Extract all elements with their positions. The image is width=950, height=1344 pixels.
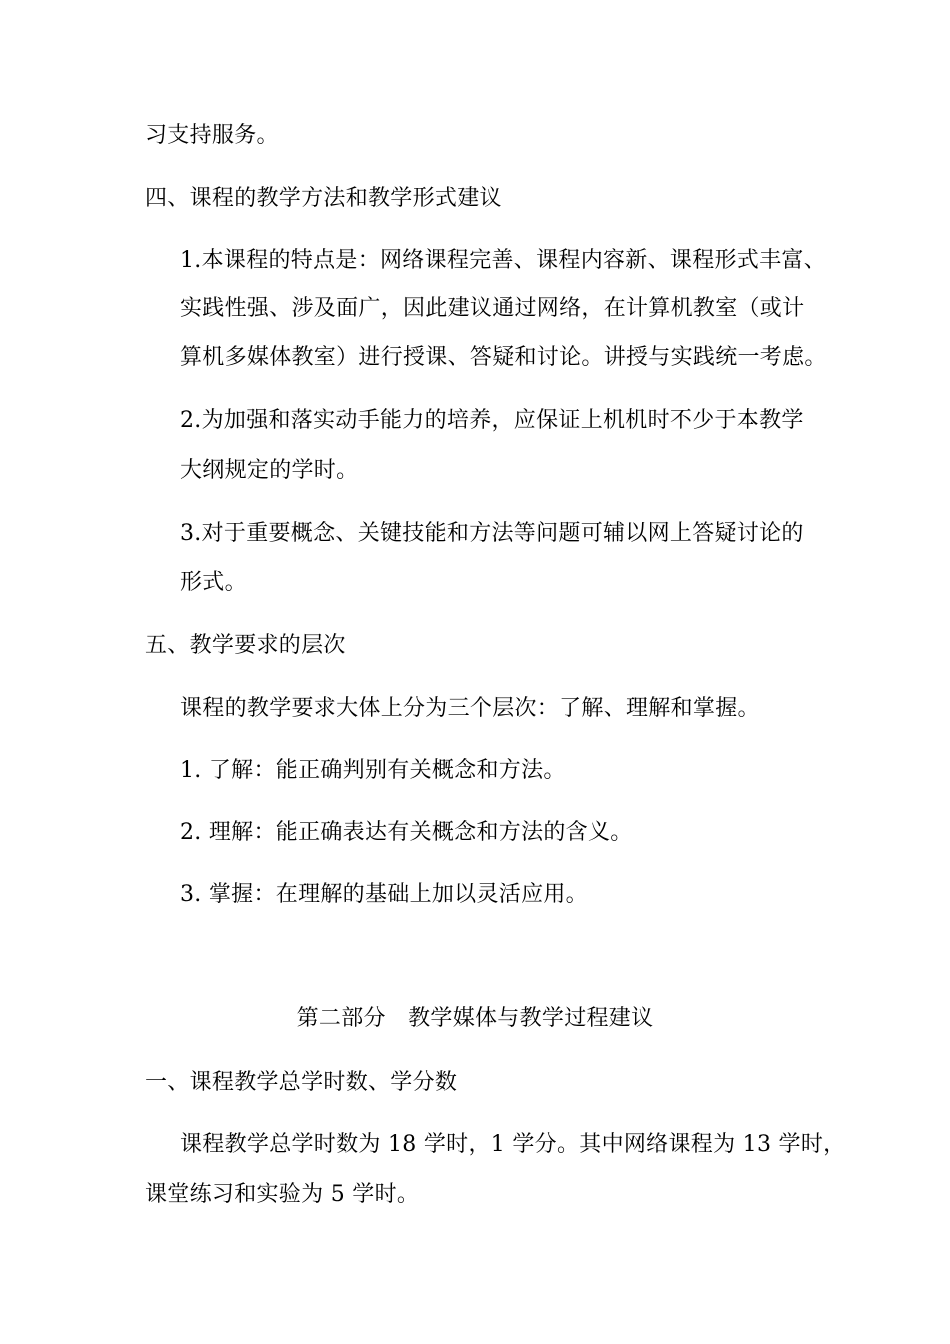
text-line: 课程教学总学时数为 18 学时，1 学分。其中网络课程为 13 学时， xyxy=(180,1132,846,1157)
part-title: 第二部分 教学媒体与教学过程建议 xyxy=(296,1006,654,1031)
list-item: 2. 理解：能正确表达有关概念和方法的含义。 xyxy=(180,820,633,845)
text-line: 习支持服务。 xyxy=(145,123,279,148)
text-line: 课程的教学要求大体上分为三个层次：了解、理解和掌握。 xyxy=(180,696,760,721)
text-line: 形式。 xyxy=(180,570,247,595)
section-heading: 一、课程教学总学时数、学分数 xyxy=(145,1070,458,1095)
list-item: 3. 掌握：在理解的基础上加以灵活应用。 xyxy=(180,882,588,907)
text-line: 课堂练习和实验为 5 学时。 xyxy=(145,1182,420,1207)
text-line: 实践性强、涉及面广，因此建议通过网络，在计算机教室（或计 xyxy=(180,296,805,321)
text-line: 算机多媒体教室）进行授课、答疑和讨论。讲授与实践统一考虑。 xyxy=(180,345,827,370)
section-heading: 五、教学要求的层次 xyxy=(145,633,346,658)
list-item: 3.对于重要概念、关键技能和方法等问题可辅以网上答疑讨论的 xyxy=(180,521,804,546)
list-item: 2.为加强和落实动手能力的培养，应保证上机机时不少于本教学 xyxy=(180,408,804,433)
list-item: 1.本课程的特点是：网络课程完善、课程内容新、课程形式丰富、 xyxy=(180,248,826,273)
list-item: 1. 了解：能正确判别有关概念和方法。 xyxy=(180,758,566,783)
section-heading: 四、课程的教学方法和教学形式建议 xyxy=(145,186,502,211)
text-line: 大纲规定的学时。 xyxy=(180,458,359,483)
